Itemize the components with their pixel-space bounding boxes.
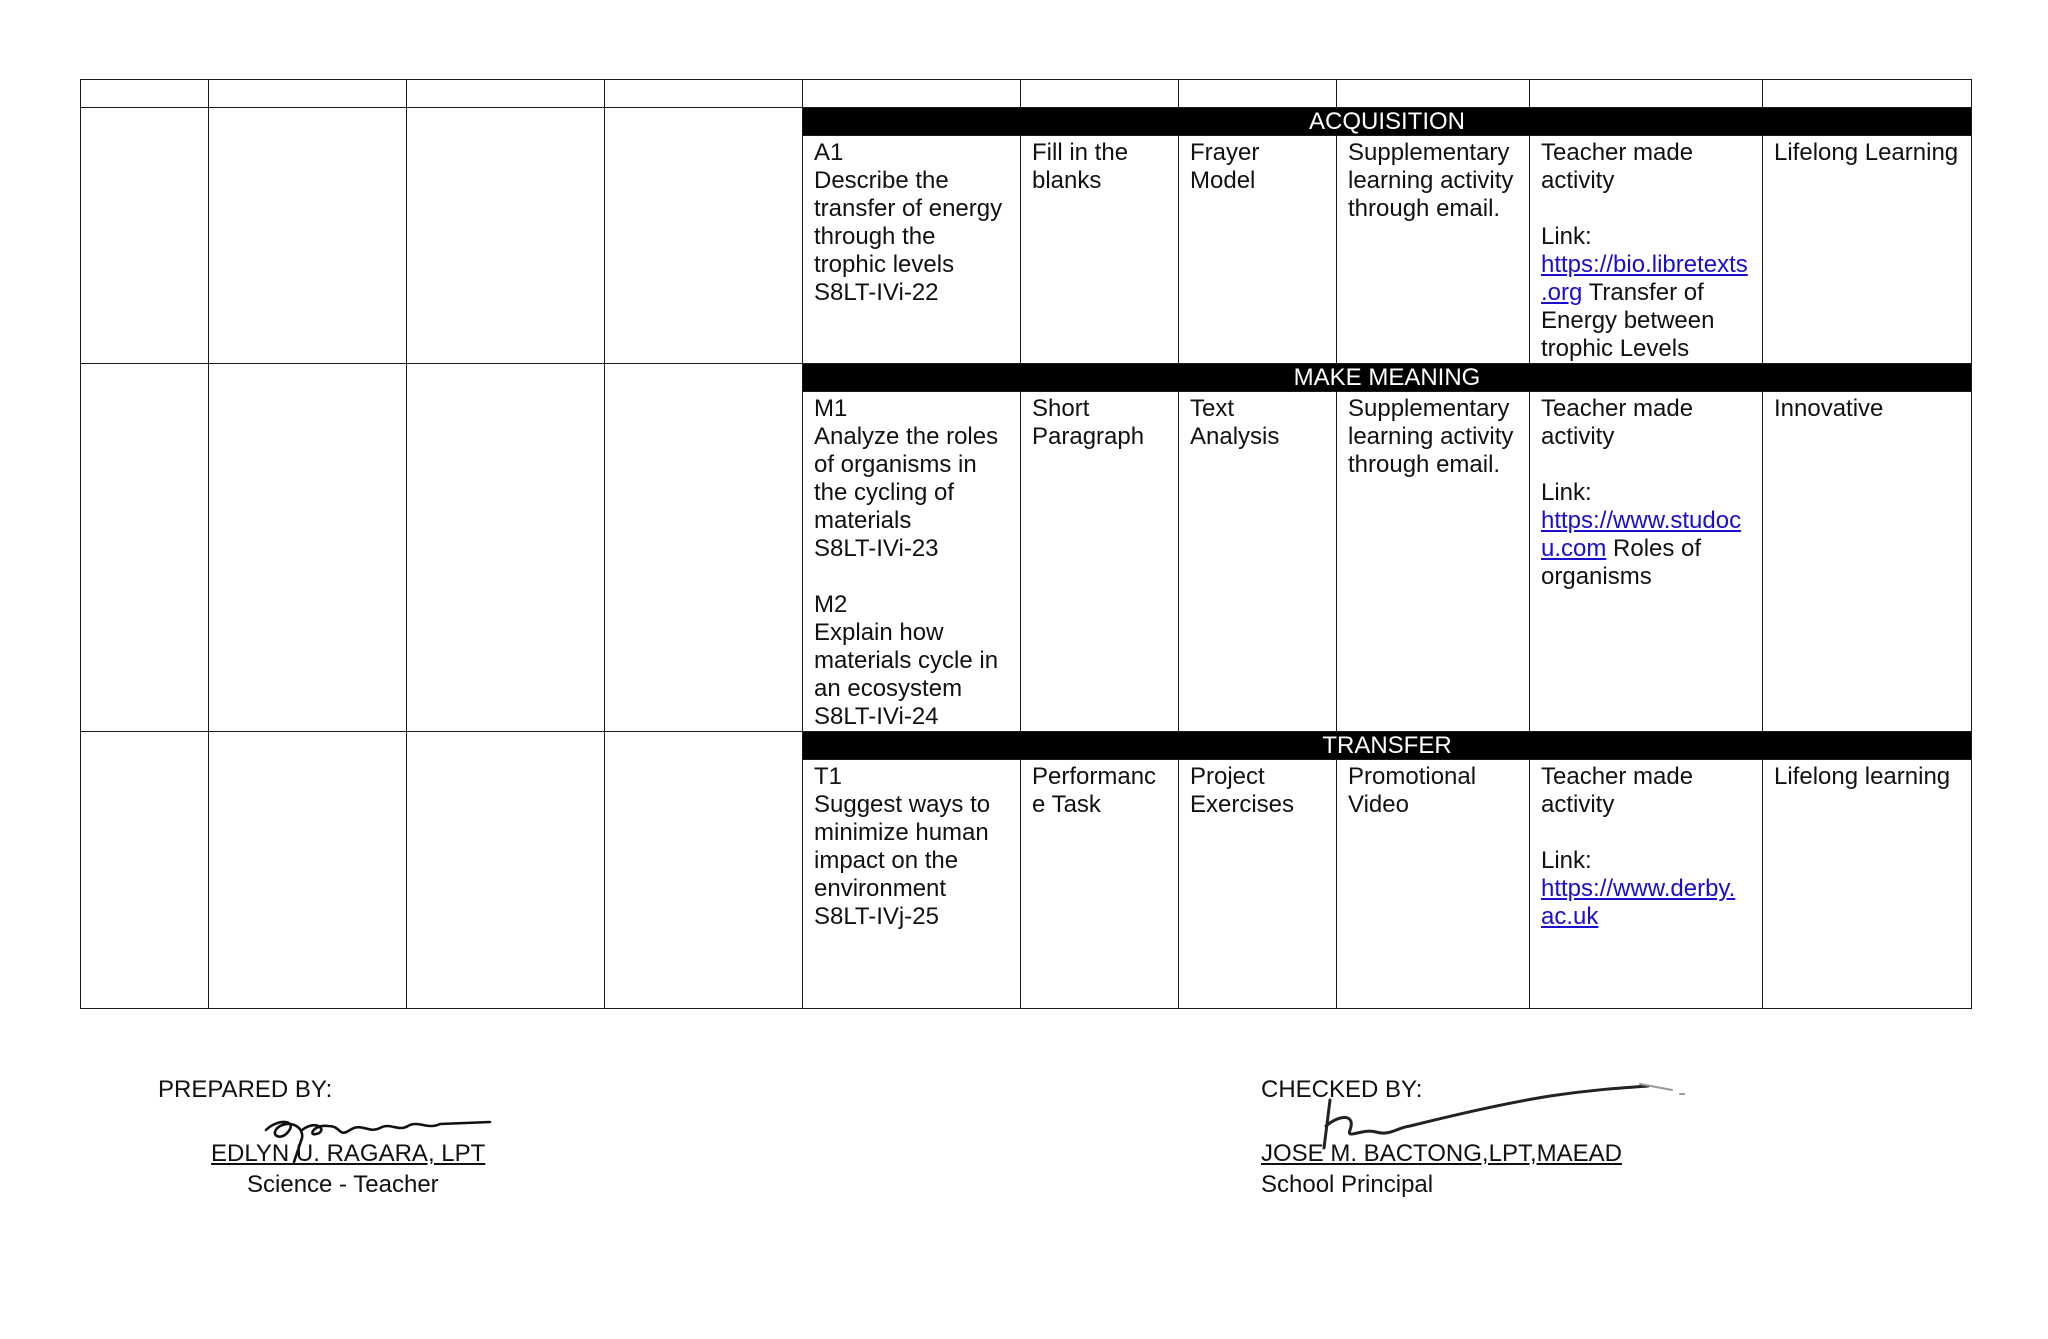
assessment-line: blanks <box>1032 167 1102 194</box>
offline-cell <box>1337 392 1530 732</box>
prepared-by-role: Science - Teacher <box>247 1171 439 1198</box>
competency-line: transfer of energy <box>814 195 1003 222</box>
signature-stroke <box>1324 1086 1648 1148</box>
table-cell <box>407 364 605 732</box>
competency-code: A1 <box>814 139 844 166</box>
checked-by-label: CHECKED BY: <box>1261 1076 1423 1103</box>
competency-line: materials <box>814 507 912 534</box>
table-cell <box>209 364 407 732</box>
signature-stroke <box>266 1122 490 1162</box>
resources-cell <box>1530 392 1763 732</box>
competency-line: Suggest ways to <box>814 791 991 818</box>
competency-line: minimize human <box>814 819 989 846</box>
assessment-cell <box>1021 392 1179 732</box>
values-text: Lifelong learning <box>1774 763 1951 790</box>
table-cell <box>605 732 803 1009</box>
checked-by-role: School Principal <box>1261 1171 1434 1198</box>
table-cell <box>1179 80 1337 108</box>
offline-line: Promotional <box>1348 763 1477 790</box>
competency-line: trophic levels <box>814 251 955 278</box>
competency-code-line: S8LT-IVi-23 <box>814 535 939 562</box>
prepared-by-block <box>158 1074 332 1105</box>
resources-line: activity <box>1541 423 1615 450</box>
activity-line: Frayer <box>1190 139 1260 166</box>
resources-cell <box>1530 136 1763 364</box>
resources-line: Teacher made <box>1541 395 1694 422</box>
signature-stroke <box>1640 1084 1684 1094</box>
transfer-band-row <box>81 732 1972 760</box>
resource-link[interactable]: https://bio.libretexts <box>1541 251 1748 278</box>
table-header-row <box>81 80 1972 108</box>
resource-link[interactable]: https://www.studoc <box>1541 507 1742 534</box>
make-meaning-band-row <box>81 364 1972 392</box>
checked-by-name: JOSE M. BACTONG,LPT,MAEAD <box>1261 1140 1622 1167</box>
activity-line: Exercises <box>1190 791 1295 818</box>
activity-cell <box>1179 136 1337 364</box>
acquisition-band-row <box>81 108 1972 136</box>
offline-cell <box>1337 136 1530 364</box>
table-cell <box>605 364 803 732</box>
table-cell <box>1763 80 1972 108</box>
competency-line: materials cycle in <box>814 647 999 674</box>
assessment-line: e Task <box>1032 791 1101 818</box>
competency-line: the cycling of <box>814 479 955 506</box>
competency-code-line: S8LT-IVj-25 <box>814 903 939 930</box>
competency-line: environment <box>814 875 947 902</box>
competency-line: an ecosystem <box>814 675 963 702</box>
resources-line: Roles of <box>1606 535 1702 562</box>
spacer <box>1541 451 1756 479</box>
table-cell <box>209 732 407 1009</box>
values-cell <box>1763 392 1972 732</box>
link-label: Link: <box>1541 847 1592 874</box>
competency-line: Describe the <box>814 167 949 194</box>
offline-line: Video <box>1348 791 1409 818</box>
resources-line: activity <box>1541 167 1615 194</box>
prepared-by-label: PREPARED BY: <box>158 1076 333 1103</box>
signature-scribble-checked <box>1300 1070 1700 1170</box>
competency-line: Analyze the roles <box>814 423 999 450</box>
assessment-line: Short <box>1032 395 1090 422</box>
activity-line: Analysis <box>1190 423 1280 450</box>
table-cell <box>1021 80 1179 108</box>
resources-line: Teacher made <box>1541 139 1694 166</box>
table-cell <box>1530 80 1763 108</box>
values-cell <box>1763 136 1972 364</box>
table-cell <box>209 80 407 108</box>
table-cell <box>407 732 605 1009</box>
make-meaning-band <box>803 364 1972 392</box>
resource-link[interactable]: https://www.derby. <box>1541 875 1736 902</box>
assessment-cell <box>1021 760 1179 1009</box>
offline-line: through email. <box>1348 451 1501 478</box>
assessment-line: Fill in the <box>1032 139 1129 166</box>
table-cell <box>605 80 803 108</box>
link-label: Link: <box>1541 223 1592 250</box>
resources-line: Teacher made <box>1541 763 1694 790</box>
table-cell <box>81 732 209 1009</box>
competency-code: M2 <box>814 591 848 618</box>
table-cell <box>407 80 605 108</box>
assessment-cell <box>1021 136 1179 364</box>
competency-cell <box>803 136 1021 364</box>
table-cell <box>209 108 407 364</box>
activity-line: Text <box>1190 395 1235 422</box>
resource-link[interactable]: .org <box>1541 279 1583 306</box>
resources-cell <box>1530 760 1763 1009</box>
resource-link[interactable]: ac.uk <box>1541 903 1599 930</box>
band-label: MAKE MEANING <box>1293 364 1481 391</box>
competency-cell <box>803 392 1021 732</box>
table-cell <box>1337 80 1530 108</box>
offline-cell <box>1337 760 1530 1009</box>
spacer <box>1541 819 1756 847</box>
values-text: Lifelong Learning <box>1774 139 1959 166</box>
table-cell <box>81 80 209 108</box>
table-cell <box>81 108 209 364</box>
competency-code: M1 <box>814 395 848 422</box>
resources-line: activity <box>1541 791 1615 818</box>
assessment-line: Paragraph <box>1032 423 1145 450</box>
offline-line: learning activity <box>1348 423 1514 450</box>
offline-line: Supplementary <box>1348 395 1510 422</box>
competency-line: through the <box>814 223 936 250</box>
signature-scribble-prepared <box>258 1112 498 1172</box>
offline-line: learning activity <box>1348 167 1514 194</box>
values-cell <box>1763 760 1972 1009</box>
activity-line: Project <box>1190 763 1265 790</box>
spacer <box>814 563 1014 591</box>
offline-line: through email. <box>1348 195 1501 222</box>
resources-line: Transfer of <box>1582 279 1704 306</box>
acquisition-band <box>803 108 1972 136</box>
competency-code: T1 <box>814 763 843 790</box>
prepared-by-name: EDLYN U. RAGARA, LPT <box>211 1140 486 1167</box>
offline-line: Supplementary <box>1348 139 1510 166</box>
competency-line: Explain how <box>814 619 944 646</box>
table-cell <box>81 364 209 732</box>
transfer-band <box>803 732 1972 760</box>
resource-link[interactable]: u.com <box>1541 535 1607 562</box>
table-cell <box>803 80 1021 108</box>
band-label: ACQUISITION <box>1308 108 1465 135</box>
resources-line: Energy between <box>1541 307 1715 334</box>
table-cell <box>605 108 803 364</box>
link-label: Link: <box>1541 479 1592 506</box>
lesson-plan-table <box>80 79 1972 1009</box>
values-text: Innovative <box>1774 395 1884 422</box>
resources-line: organisms <box>1541 563 1652 590</box>
activity-line: Model <box>1190 167 1256 194</box>
resources-line: trophic Levels <box>1541 335 1690 362</box>
activity-cell <box>1179 392 1337 732</box>
competency-cell <box>803 760 1021 1009</box>
competency-line: of organisms in <box>814 451 977 478</box>
spacer <box>1541 195 1756 223</box>
competency-code-line: S8LT-IVi-22 <box>814 279 939 306</box>
table-cell <box>407 108 605 364</box>
assessment-line: Performanc <box>1032 763 1157 790</box>
competency-code-line: S8LT-IVi-24 <box>814 703 939 730</box>
competency-line: impact on the <box>814 847 959 874</box>
activity-cell <box>1179 760 1337 1009</box>
band-label: TRANSFER <box>1322 732 1452 759</box>
